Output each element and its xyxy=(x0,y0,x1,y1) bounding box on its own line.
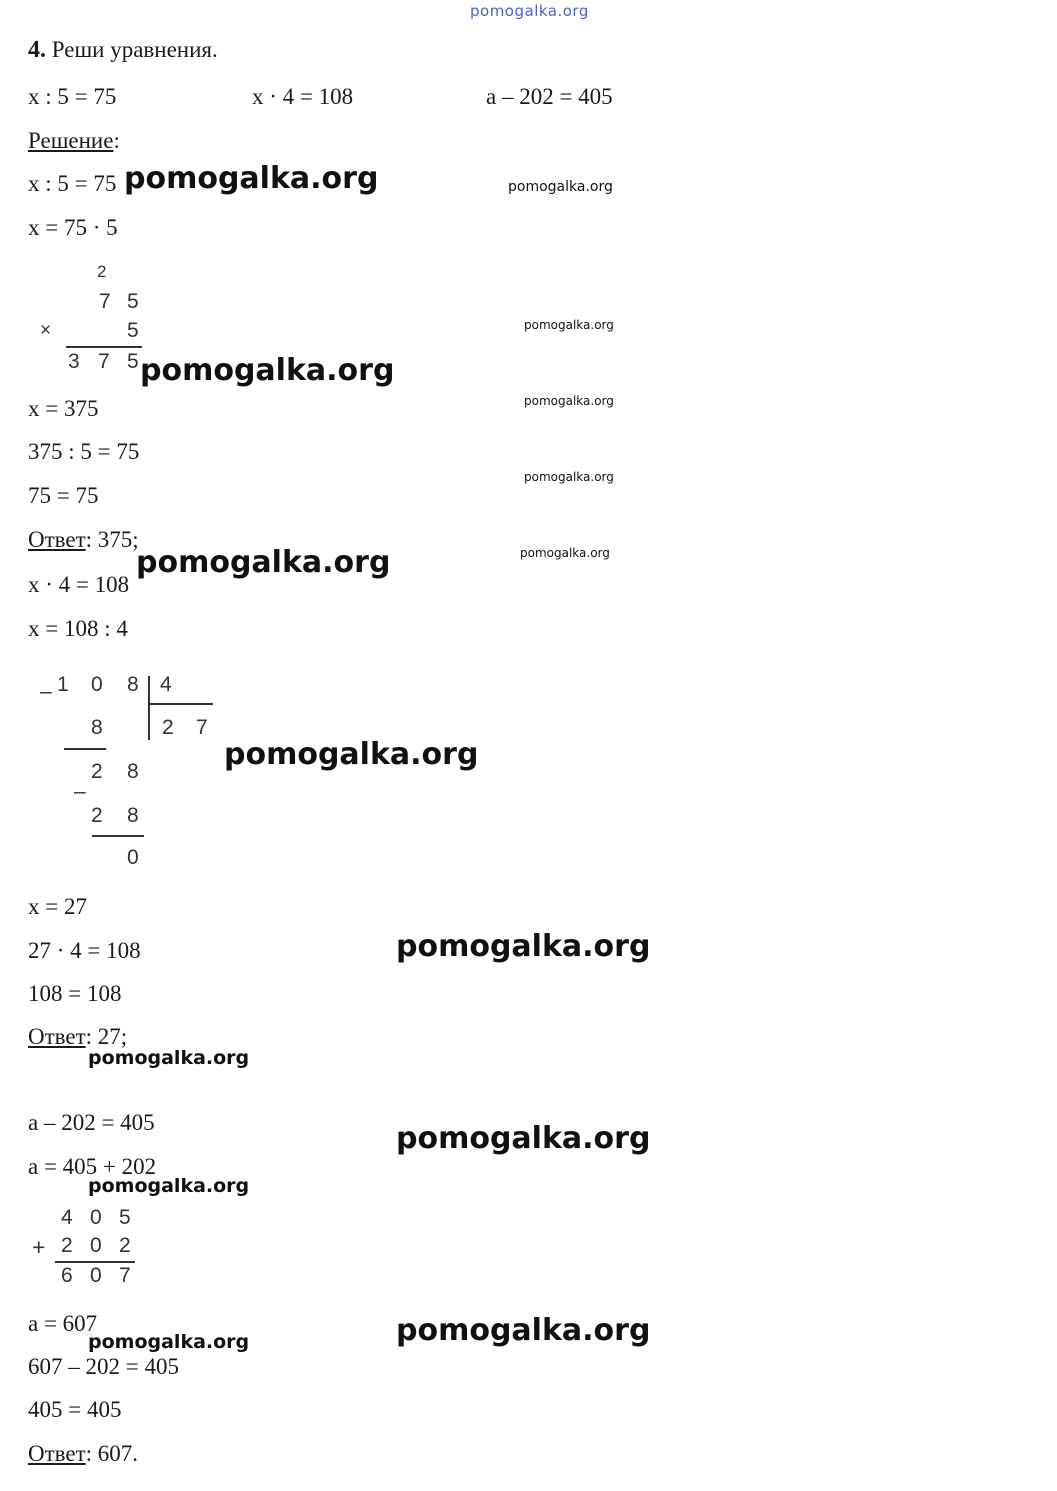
remainder-digit: 2 xyxy=(91,760,103,783)
part3-result: a = 607 xyxy=(28,1311,98,1336)
part2-check-result: 108 = 108 xyxy=(28,981,122,1006)
subtrahend-digit: 8 xyxy=(91,716,103,739)
answer-value: : 375; xyxy=(85,527,139,552)
watermark: pomogalka.org xyxy=(396,929,651,964)
solution-heading: Решение: xyxy=(28,128,120,153)
subtrahend-digit: 2 xyxy=(91,804,103,827)
subtrahend-digit: 8 xyxy=(127,804,139,827)
task-equation-1: x : 5 = 75 xyxy=(28,84,117,109)
task-equation-2: x · 4 = 108 xyxy=(252,84,354,109)
add-digit: 0 xyxy=(90,1234,102,1257)
watermark: pomogalka.org xyxy=(88,1331,250,1353)
part2-result: x = 27 xyxy=(28,894,87,919)
mult-digit: 5 xyxy=(127,290,139,313)
carry-digit: 2 xyxy=(97,262,107,281)
part3-answer xyxy=(28,1441,138,1467)
part1-equation: x : 5 = 75 xyxy=(28,171,117,196)
part3-check: 607 – 202 = 405 xyxy=(28,1354,179,1379)
add-result-digit: 6 xyxy=(61,1264,73,1287)
dividend-digit: 1 xyxy=(57,673,69,696)
watermark: pomogalka.org xyxy=(88,1047,250,1069)
watermark: pomogalka.org xyxy=(508,179,613,195)
top-watermark: pomogalka.org xyxy=(470,2,589,20)
divisor-digit: 4 xyxy=(160,673,172,696)
part1-step: x = 75 · 5 xyxy=(28,215,118,240)
part1-result: x = 375 xyxy=(28,396,99,421)
watermark: pomogalka.org xyxy=(520,546,610,560)
answer-value: : 607. xyxy=(85,1441,139,1466)
part3-check-result: 405 = 405 xyxy=(28,1397,122,1422)
task-number: 4. xyxy=(28,37,46,63)
answer-label: Ответ xyxy=(28,527,86,552)
watermark: pomogalka.org xyxy=(88,1175,250,1197)
add-digit: 2 xyxy=(61,1234,73,1257)
part2-step: x = 108 : 4 xyxy=(28,616,128,641)
dividend-digit: 8 xyxy=(127,673,139,696)
watermark: pomogalka.org xyxy=(524,470,614,484)
watermark: pomogalka.org xyxy=(396,1121,651,1156)
part1-check-result: 75 = 75 xyxy=(28,483,99,508)
final-remainder: 0 xyxy=(127,846,139,869)
part3-equation: a – 202 = 405 xyxy=(28,1110,155,1135)
task-title: Реши уравнения. xyxy=(51,37,218,62)
watermark: pomogalka.org xyxy=(396,1313,651,1348)
part2-equation: x · 4 = 108 xyxy=(28,572,130,597)
add-result-digit: 0 xyxy=(90,1264,102,1287)
add-line xyxy=(55,1261,135,1263)
add-digit: 5 xyxy=(119,1206,131,1229)
answer-label: Ответ xyxy=(28,1441,86,1466)
answer-label: Ответ xyxy=(28,1024,86,1049)
mult-result-digit: 7 xyxy=(98,350,110,373)
add-digit: 4 xyxy=(61,1206,73,1229)
mult-result-digit: 5 xyxy=(127,350,139,373)
minus-sign: – xyxy=(74,780,86,803)
watermark: pomogalka.org xyxy=(524,394,614,408)
watermark: pomogalka.org xyxy=(524,318,614,332)
task-header xyxy=(28,37,218,63)
minus-sign: – xyxy=(40,680,52,703)
add-digit: 0 xyxy=(90,1206,102,1229)
watermark: pomogalka.org xyxy=(224,737,479,772)
mult-result-digit: 3 xyxy=(68,350,80,373)
task-equation-3: a – 202 = 405 xyxy=(486,84,613,109)
division-bar xyxy=(148,676,150,740)
answer-value: : 27; xyxy=(85,1024,128,1049)
multiply-sign: × xyxy=(40,320,52,341)
mult-line xyxy=(66,346,142,348)
quotient-digit: 7 xyxy=(196,716,208,739)
part1-answer xyxy=(28,527,139,553)
watermark: pomogalka.org xyxy=(124,161,379,196)
mult-digit: 7 xyxy=(99,290,111,313)
watermark: pomogalka.org xyxy=(136,545,391,580)
solution-label: Решение xyxy=(28,128,114,153)
plus-sign: + xyxy=(32,1234,46,1260)
part3-step: a = 405 + 202 xyxy=(28,1154,157,1179)
part2-check: 27 · 4 = 108 xyxy=(28,938,141,963)
watermark: pomogalka.org xyxy=(140,353,395,388)
add-result-digit: 7 xyxy=(119,1264,131,1287)
remainder-digit: 8 xyxy=(127,760,139,783)
quotient-digit: 2 xyxy=(162,716,174,739)
division-line xyxy=(64,748,106,750)
divisor-line xyxy=(149,703,213,705)
part1-check: 375 : 5 = 75 xyxy=(28,439,140,464)
division-line xyxy=(92,835,144,837)
mult-digit: 5 xyxy=(127,319,139,342)
add-digit: 2 xyxy=(119,1234,131,1257)
dividend-digit: 0 xyxy=(91,673,103,696)
